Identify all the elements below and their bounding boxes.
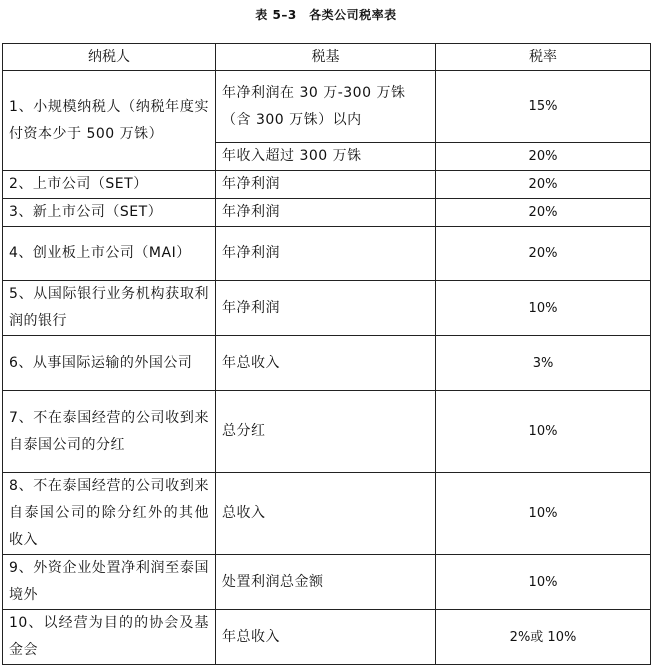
tax-base-cell: 总分红 (216, 391, 436, 473)
table-row (3, 336, 651, 391)
taxpayer-cell: 1、小规模纳税人（纳税年度实付资本少于 500 万铢） (3, 71, 216, 171)
tax-base-cell: 年净利润 (216, 227, 436, 281)
tax-rate-cell: 10% (436, 391, 651, 473)
table-title: 表 5–3 各类公司税率表 (255, 8, 397, 22)
table-row (3, 281, 651, 336)
table-row (3, 171, 651, 199)
table-row (3, 391, 651, 473)
tax-base-cell: 年总收入 (216, 336, 436, 391)
tax-base-cell: 总收入 (216, 473, 436, 555)
tax-base-cell: 年净利润在 30 万-300 万铢（含 300 万铢）以内 (216, 71, 436, 143)
table-header-row (3, 44, 651, 71)
tax-rate-cell: 10% (436, 473, 651, 555)
table-row (3, 199, 651, 227)
taxpayer-cell: 7、不在泰国经营的公司收到来自泰国公司的分红 (3, 391, 216, 473)
taxpayer-cell: 2、上市公司（SET） (3, 171, 216, 199)
tax-base-cell: 处置利润总金额 (216, 555, 436, 610)
tax-rate-cell: 20% (436, 199, 651, 227)
table-row (3, 71, 651, 143)
taxpayer-cell: 10、以经营为目的的协会及基金会 (3, 610, 216, 665)
tax-rate-cell: 20% (436, 143, 651, 171)
tax-rate-cell: 20% (436, 171, 651, 199)
tax-rate-cell: 20% (436, 227, 651, 281)
tax-rate-cell: 2%或 10% (436, 610, 651, 665)
taxpayer-cell: 3、新上市公司（SET） (3, 199, 216, 227)
tax-rate-table (2, 43, 651, 665)
tax-rate-cell: 3% (436, 336, 651, 391)
tax-base-cell: 年净利润 (216, 199, 436, 227)
tax-rate-cell: 15% (436, 71, 651, 143)
tax-base-cell: 年总收入 (216, 610, 436, 665)
taxpayer-cell: 6、从事国际运输的外国公司 (3, 336, 216, 391)
header-taxpayer: 纳税人 (3, 44, 216, 71)
table-row (3, 555, 651, 610)
taxpayer-cell: 8、不在泰国经营的公司收到来自泰国公司的除分红外的其他收入 (3, 473, 216, 555)
table-row (3, 610, 651, 665)
taxpayer-cell: 4、创业板上市公司（MAI） (3, 227, 216, 281)
taxpayer-cell: 5、从国际银行业务机构获取利润的银行 (3, 281, 216, 336)
tax-rate-cell: 10% (436, 281, 651, 336)
table-row (3, 473, 651, 555)
header-tax-base: 税基 (216, 44, 436, 71)
tax-base-cell: 年净利润 (216, 281, 436, 336)
table-row (3, 227, 651, 281)
tax-base-cell: 年收入超过 300 万铢 (216, 143, 436, 171)
tax-base-cell: 年净利润 (216, 171, 436, 199)
header-tax-rate: 税率 (436, 44, 651, 71)
taxpayer-cell: 9、外资企业处置净利润至泰国境外 (3, 555, 216, 610)
tax-rate-cell: 10% (436, 555, 651, 610)
